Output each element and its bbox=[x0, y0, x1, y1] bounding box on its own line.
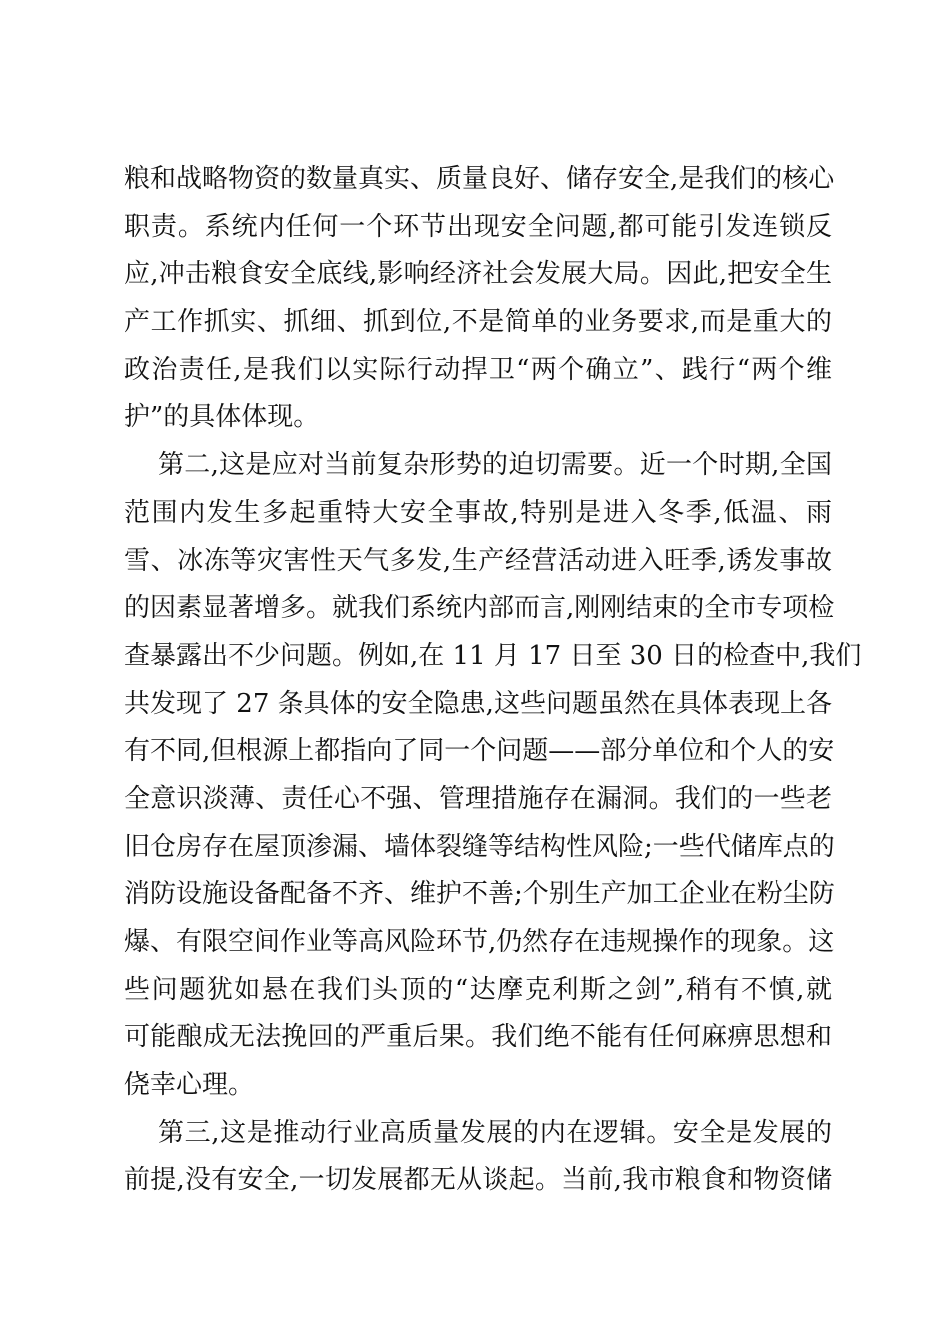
text-line: 范围内发生多起重特大安全事故,特别是进入冬季,低温、雨 bbox=[124, 497, 832, 528]
text-line: 政治责任,是我们以实际行动捍卫“两个确立”、践行“两个维 bbox=[124, 354, 832, 385]
paragraph bbox=[124, 1110, 832, 1205]
text-line: 第三,这是推动行业高质量发展的内在逻辑。安全是发展的 bbox=[158, 1117, 832, 1148]
paragraph bbox=[124, 156, 835, 442]
text-line: 侥幸心理。 bbox=[124, 1070, 255, 1101]
paragraph bbox=[124, 442, 862, 1110]
text-line: 可能酿成无法挽回的严重后果。我们绝不能有任何麻痹思想和 bbox=[124, 1022, 832, 1053]
text-line: 粮和战略物资的数量真实、质量良好、储存安全,是我们的核心 bbox=[124, 164, 835, 194]
text-line: 应,冲击粮食安全底线,影响经济社会发展大局。因此,把安全生 bbox=[124, 259, 832, 290]
text-line: 共发现了 27 条具体的安全隐患,这些问题虽然在具体表现上各 bbox=[124, 688, 832, 719]
text-line: 前提,没有安全,一切发展都无从谈起。当前,我市粮食和物资储 bbox=[124, 1165, 832, 1196]
text-line: 的因素显著增多。就我们系统内部而言,刚刚结束的全市专项检 bbox=[124, 593, 835, 624]
text-line: 第二,这是应对当前复杂形势的迫切需要。近一个时期,全国 bbox=[158, 450, 832, 481]
text-line: 查暴露出不少问题。例如,在 11 月 17 日至 30 日的检查中,我们 bbox=[124, 640, 862, 671]
text-line: 消防设施设备配备不齐、维护不善;个别生产加工企业在粉尘防 bbox=[124, 879, 835, 910]
text-line: 爆、有限空间作业等高风险环节,仍然存在违规操作的现象。这 bbox=[124, 927, 835, 957]
text-line: 旧仓房存在屋顶渗漏、墙体裂缝等结构性风险;一些代储库点的 bbox=[124, 831, 835, 862]
document-page bbox=[124, 156, 862, 1205]
text-line: 有不同,但根源上都指向了同一个问题——部分单位和个人的安 bbox=[124, 736, 835, 767]
text-line: 全意识淡薄、责任心不强、管理措施存在漏洞。我们的一些老 bbox=[124, 783, 832, 814]
text-line: 些问题犹如悬在我们头顶的“达摩克利斯之剑”,稍有不慎,就 bbox=[124, 974, 832, 1005]
text-line: 职责。系统内任何一个环节出现安全问题,都可能引发连锁反 bbox=[124, 211, 832, 242]
text-line: 产工作抓实、抓细、抓到位,不是简单的业务要求,而是重大的 bbox=[124, 307, 832, 338]
text-line: 雪、冰冻等灾害性天气多发,生产经营活动进入旺季,诱发事故 bbox=[124, 545, 832, 576]
text-line: 护”的具体体现。 bbox=[124, 402, 320, 433]
